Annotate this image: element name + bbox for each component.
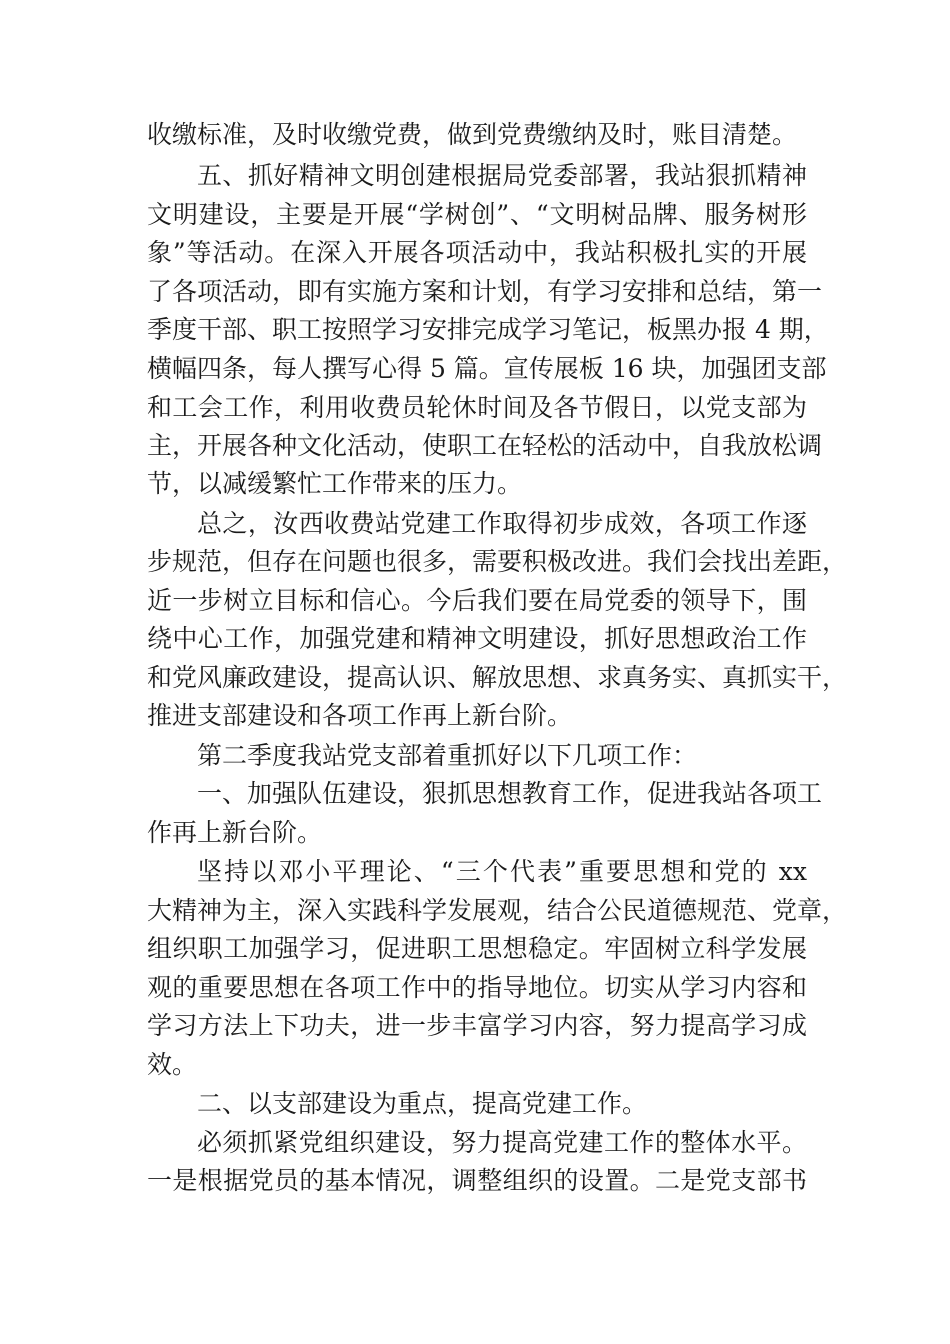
text-line: 组织职工加强学习，促进职工思想稳定。牢固树立科学发展 <box>147 934 807 963</box>
text-line: 收缴标准，及时收缴党费，做到党费缴纳及时，账目清楚。 <box>147 120 798 149</box>
text-line: 二、以支部建设为重点，提高党建工作。 <box>197 1089 648 1118</box>
text-line: 学习方法上下功夫，进一步丰富学习内容，努力提高学习成 <box>147 1011 807 1040</box>
text-line: 一是根据党员的基本情况，调整组织的设置。二是党支部书 <box>147 1166 807 1195</box>
text-line: 近一步树立目标和信心。今后我们要在局党委的领导下，围 <box>147 586 807 615</box>
text-line: 总之，汝西收费站党建工作取得初步成效，各项工作逐 <box>197 509 807 538</box>
text-line: 观的重要思想在各项工作中的指导地位。切实从学习内容和 <box>147 973 807 1002</box>
text-line: 必须抓紧党组织建设，努力提高党建工作的整体水平。 <box>197 1128 807 1157</box>
text-line: 节，以减缓繁忙工作带来的压力。 <box>147 469 523 498</box>
text-line: 横幅四条，每人撰写心得 5 篇。宣传展板 16 块，加强团支部 <box>147 354 827 383</box>
text-line: 象”等活动。在深入开展各项活动中，我站积极扎实的开展 <box>147 238 807 267</box>
text-line: 大精神为主，深入实践科学发展观，结合公民道德规范、党章， <box>147 896 848 925</box>
text-line: 效。 <box>147 1050 198 1079</box>
text-line: 主，开展各种文化活动，使职工在轻松的活动中，自我放松调 <box>147 431 823 460</box>
text-line: 绕中心工作，加强党建和精神文明建设，抓好思想政治工作 <box>147 624 807 653</box>
text-line: 和党风廉政建设，提高认识、解放思想、求真务实、真抓实干， <box>147 663 848 692</box>
text-line: 第二季度我站党支部着重抓好以下几项工作： <box>197 741 698 770</box>
text-line: 推进支部建设和各项工作再上新台阶。 <box>147 701 573 730</box>
text-line: 五、抓好精神文明创建根据局党委部署，我站狠抓精神 <box>197 161 807 190</box>
text-line: 坚持以邓小平理论、“三个代表”重要思想和党的 xx <box>197 857 807 886</box>
text-line: 季度干部、职工按照学习安排完成学习笔记，板黑办报 4 期， <box>147 315 829 344</box>
text-line: 了各项活动，即有实施方案和计划，有学习安排和总结，第一 <box>147 277 823 306</box>
text-line: 和工会工作，利用收费员轮休时间及各节假日，以党支部为 <box>147 393 807 422</box>
text-line: 作再上新台阶。 <box>147 818 323 847</box>
text-line: 一、加强队伍建设，狠抓思想教育工作，促进我站各项工 <box>197 779 823 808</box>
text-line: 文明建设，主要是开展“学树创”、“文明树品牌、服务树形 <box>147 200 807 229</box>
text-line: 步规范，但存在问题也很多，需要积极改进。我们会找出差距， <box>147 547 848 576</box>
